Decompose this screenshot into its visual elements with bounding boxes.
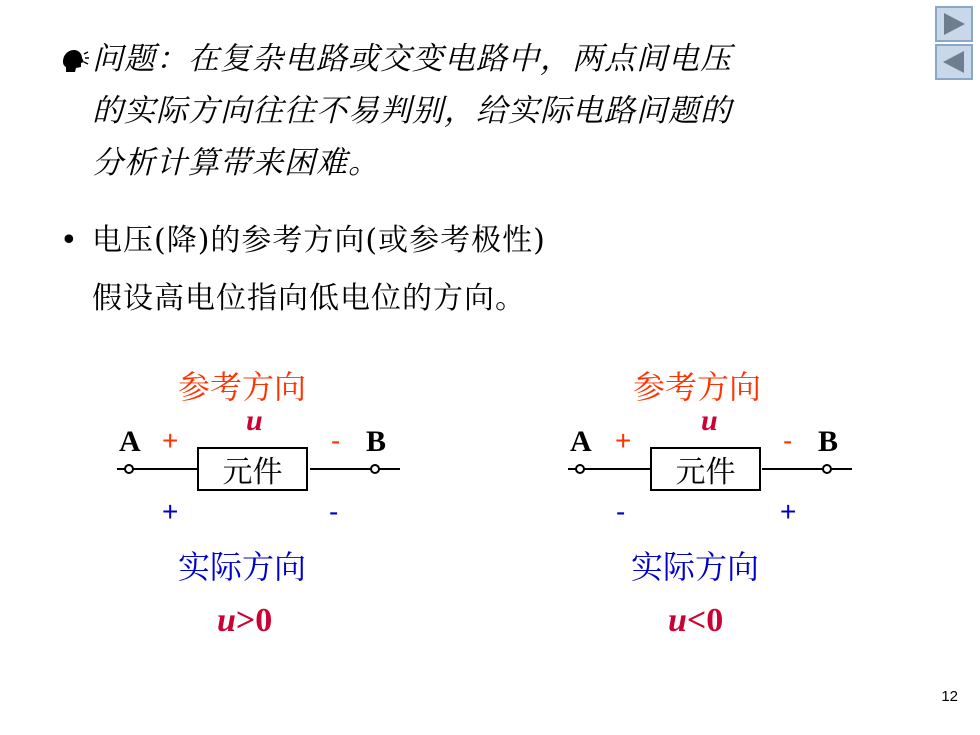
bullet-line-1: 电压(降)的参考方向(或参考极性) xyxy=(92,223,546,258)
terminal-a-node xyxy=(575,464,585,474)
relation-operator: <0 xyxy=(686,602,724,639)
previous-slide-button[interactable] xyxy=(935,44,973,80)
actual-right-sign: + xyxy=(780,496,797,527)
relation-variable: u xyxy=(668,602,687,639)
voltage-symbol: u xyxy=(701,404,718,437)
reference-direction-label: 参考方向 xyxy=(633,368,762,406)
play-right-icon xyxy=(937,8,971,40)
actual-direction-label: 实际方向 xyxy=(178,548,307,586)
question-line-3: 分析计算带来困难。 xyxy=(92,145,380,181)
bullet-line-2: 假设高电位指向低电位的方向。 xyxy=(92,281,526,316)
terminal-b-node xyxy=(370,464,380,474)
voltage-relation xyxy=(668,602,723,640)
circuit-element: 元件 xyxy=(650,447,761,491)
actual-left-sign: - xyxy=(616,496,626,527)
next-slide-button[interactable] xyxy=(935,6,973,42)
reference-plus: + xyxy=(615,425,632,456)
bullet-symbol: • xyxy=(60,223,79,258)
actual-direction-label: 实际方向 xyxy=(631,548,760,586)
play-left-icon xyxy=(937,46,971,78)
terminal-a-label: A xyxy=(119,425,141,458)
wire-right xyxy=(762,468,852,470)
voltage-symbol: u xyxy=(246,404,263,437)
reference-minus: - xyxy=(783,425,793,456)
terminal-b-label: B xyxy=(818,425,839,458)
voltage-relation xyxy=(217,602,272,640)
page-number: 12 xyxy=(941,688,958,705)
terminal-a-node xyxy=(124,464,134,474)
relation-operator: >0 xyxy=(235,602,273,639)
actual-left-sign: + xyxy=(162,496,179,527)
terminal-b-node xyxy=(822,464,832,474)
speaking-head-icon xyxy=(60,48,90,74)
actual-right-sign: - xyxy=(329,496,339,527)
reference-minus: - xyxy=(331,425,341,456)
terminal-b-label: B xyxy=(366,425,387,458)
terminal-a-label: A xyxy=(570,425,592,458)
relation-variable: u xyxy=(217,602,236,639)
reference-direction-label: 参考方向 xyxy=(178,368,307,406)
question-line-1: 问题：在复杂电路或交变电路中，两点间电压 xyxy=(92,41,732,77)
reference-plus: + xyxy=(162,425,179,456)
circuit-element: 元件 xyxy=(197,447,308,491)
question-line-2: 的实际方向往往不易判别，给实际电路问题的 xyxy=(92,93,732,129)
wire-right xyxy=(310,468,400,470)
